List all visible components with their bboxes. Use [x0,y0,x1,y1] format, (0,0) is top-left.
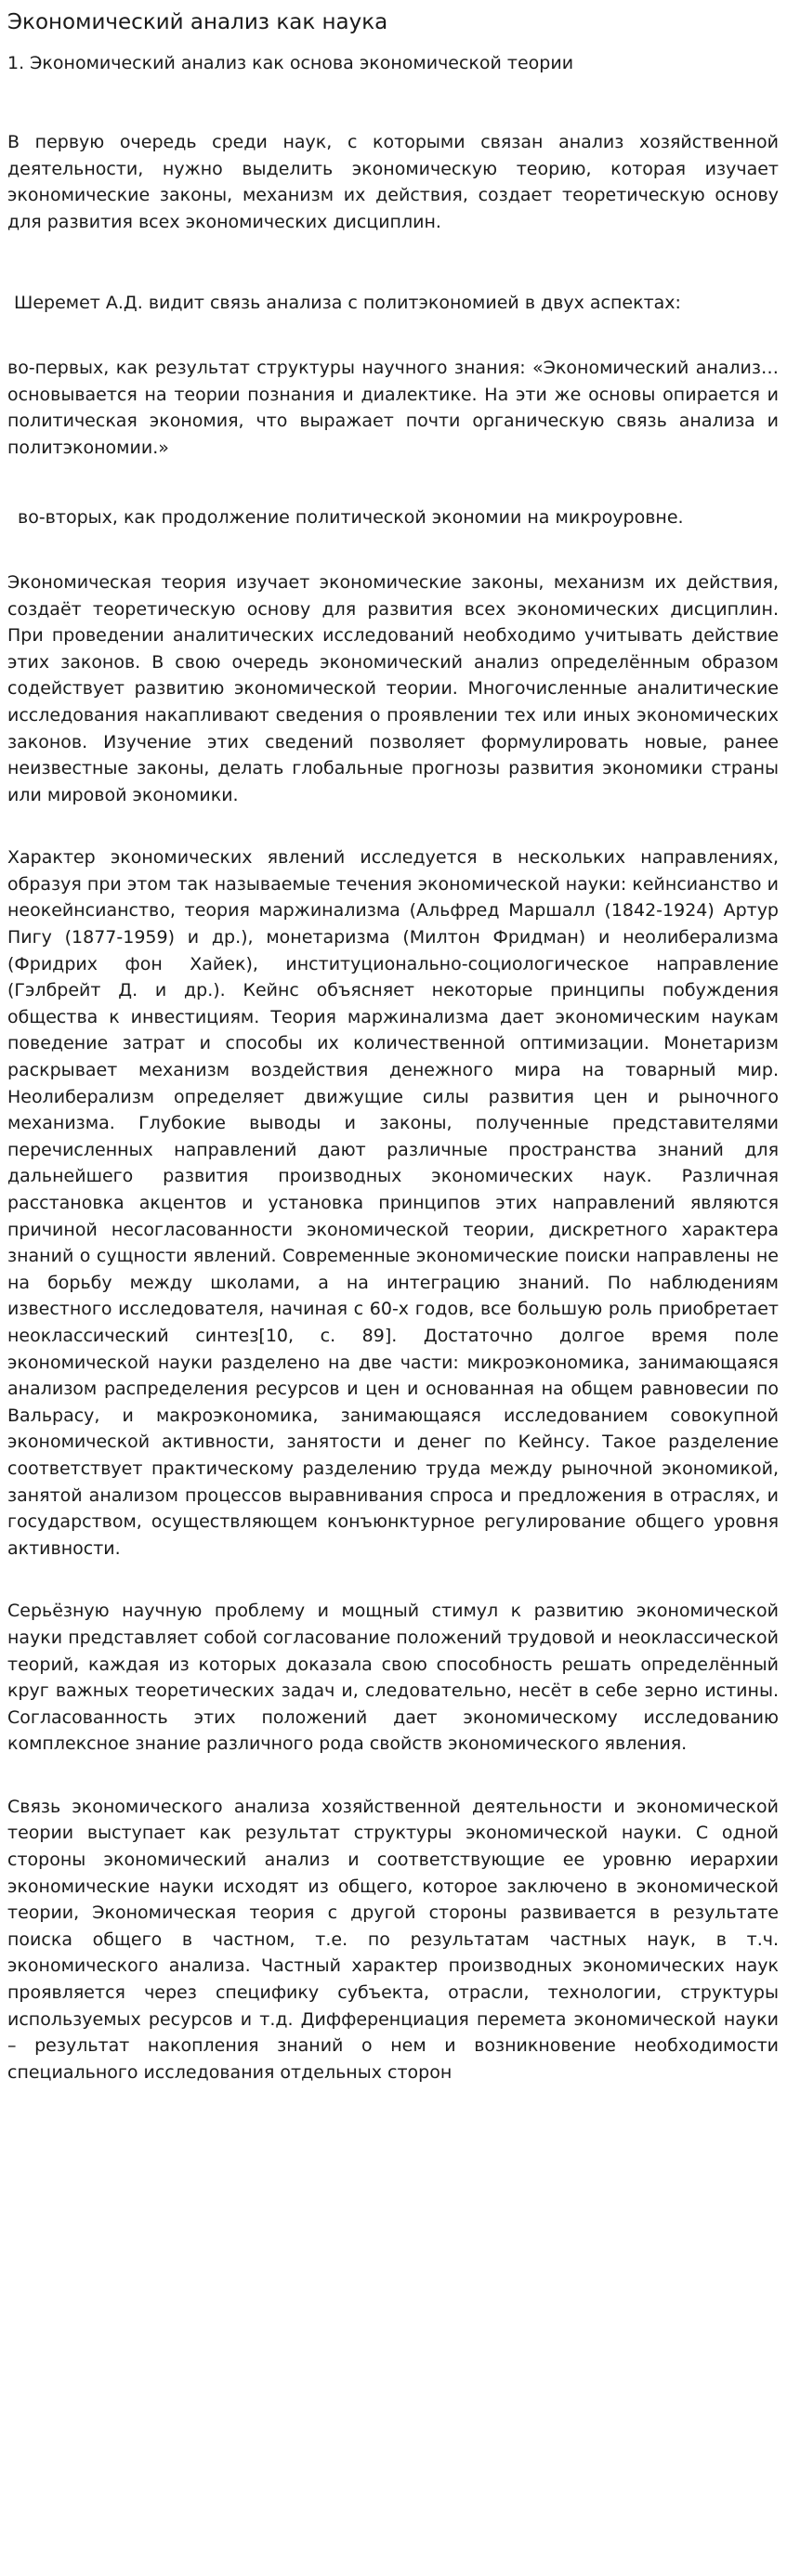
paragraph-economic-theory: Экономическая теория изучает экономические законы, механизм их действия, создаёт теоретическую основу для развития всех экономических дисциплин. При проведении аналитических исследований необходимо учитывать действие этих законов. В свою очередь экономический анализ определённым образом содействует развитию экономической теории. Многочисленные аналитические исследования накапливают сведения о проявлении тех или иных экономических законов. Изучение этих сведений позволяет формулировать новые, ранее неизвестные законы, делать глобальные прогнозы развития экономики страны или мировой экономики. [7,571,779,805]
page-title: Экономический анализ как наука [7,10,388,34]
section-heading: 1. Экономический анализ как основа экономической теории [7,53,574,73]
paragraph-scientific-problem: Серьёзную научную проблему и мощный стимул к развитию экономической науки представляет собой согласование положений трудовой и неоклассической теорий, каждая из которых доказала свою способность решать определённый круг важных теоретических задач и, следовательно, несёт в себе зерно истины. Согласованность этих положений дает экономическому исследованию комплексное знание различного рода свойств экономического явления. [7,1601,779,1755]
paragraph-analysis-theory-relation: Связь экономического анализа хозяйственной деятельности и экономической теории выступает как результат структуры экономической науки. С одной стороны экономический анализ и соответствующие ее уровню иерархии экономические науки исходят из общего, которое заключено в экономической теории, Экономическая теория с другой стороны развивается в результате поиска общего в частном, т.е. по результатам частных наук, в т.ч. экономического анализа. Частный характер производных экономических наук проявляется через специфику субъекта, отрасли, технологии, структуры используемых ресурсов и т.д. Дифференциация перемета экономической науки – результат накопления знаний о нем и возникновение необходимости специального исследования отдельных сторон [7,1796,779,2083]
paragraph-intro: В первую очередь среди наук, с которыми связан анализ хозяйственной деятельности, нужно выделить экономическую теорию, которая изучает экономические законы, механизм их действия, создает теоретическую основу для развития всех экономических дисциплин. [7,132,779,232]
paragraph-aspect-second: во-вторых, как продолжение политической экономии на микроуровне. [18,507,684,529]
paragraph-aspects-intro: Шеремет А.Д. видит связь анализа с политэкономией в двух аспектах: [14,293,681,314]
paragraph-aspect-first: во-первых, как результат структуры научного знания: «Экономический анализ… основывается на теории познания и диалектике. На эти же основы опирается и политическая экономия, что выражает почти органическую связь анализа и политэкономии.» [7,357,779,458]
paragraph-research-directions: Характер экономических явлений исследуется в нескольких направлениях, образуя при этом так называемые течения экономической науки: кейнсианство и неокейнсианство, теория маржинализма (Альфред Маршалл (1842-1924) Артур Пигу (1877-1959) и др.), монетаризма (Милтон Фридман) и неолиберализма (Фридрих фон Хайек), институционально-социологическое направление (Гэлбрейт Д. и др.). Кейнс объясняет некоторые принципы побуждения общества к инвестициям. Теория маржинализма дает экономическим наукам поведение затрат и способы их количественной оптимизации. Монетаризм раскрывает механизм воздействия денежного мира на товарный мир. Неолиберализм определяет движущие силы развития цен и рыночного механизма. Глубокие выводы и законы, полученные представителями перечисленных направлений дают различные пространства знаний для дальнейшего развития производных экономических наук. Различная расстановка акцентов и установка принципов этих направлений являются причиной несогласованности экономической теории, дискретного характера знаний о сущности явлений. Современные экономические поиски направлены не на борьбу между школами, а на интеграцию знаний. По наблюдениям известного исследователя, начиная с 60-х годов, все большую роль приобретает неоклассический синтез[10, с. 89]. Достаточно долгое время поле экономической науки разделено на две части: микроэкономика, занимающаяся анализом распределения ресурсов и цен и основанная на общем равновесии по Вальрасу, и макроэкономика, занимающаяся исследованием совокупной экономической активности, занятости и денег по Кейнсу. Такое разделение соответствует практическому разделению труда между рыночной экономикой, занятой анализом процессов выравнивания спроса и предложения в отраслях, и государством, осуществляющем конъюнктурное регулирование общего уровня активности. [7,847,779,1559]
